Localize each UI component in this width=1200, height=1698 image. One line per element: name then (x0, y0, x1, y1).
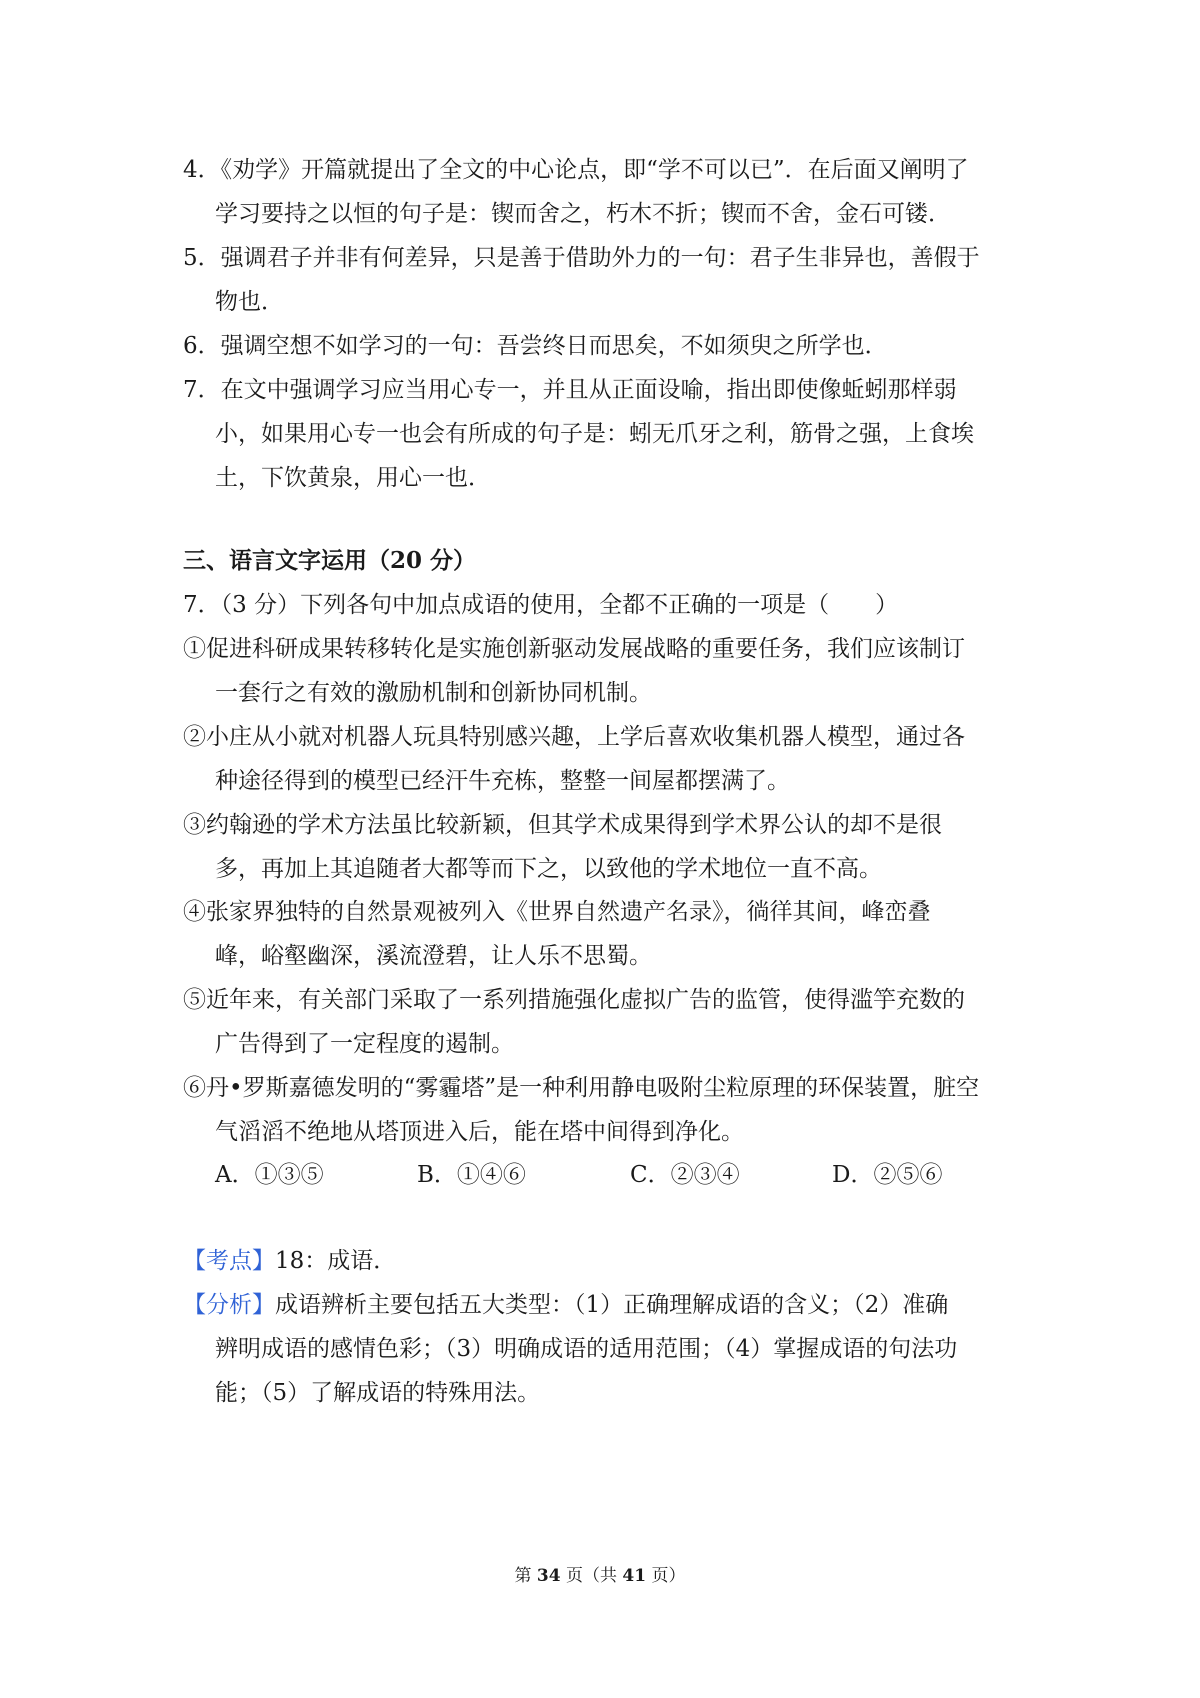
footer-prefix: 第 (514, 1566, 537, 1586)
answer-5-line1: 5．强调君子并非有何差异，只是善于借助外力的一句：君子生非异也，善假于 (183, 245, 980, 271)
answer-4-line2: 学习要持之以恒的句子是：锲而舍之，朽木不折；锲而不舍，金石可镂． (215, 201, 951, 227)
item-6-line1: ⑥丹•罗斯嘉德发明的“雾霾塔”是一种利用静电吸附尘粒原理的环保装置，脏空 (183, 1075, 980, 1101)
fenxi-line3: 能；（5）了解成语的特殊用法。 (215, 1380, 541, 1406)
answer-5-line2: 物也． (215, 289, 284, 315)
question-stem: 7．（3 分）下列各句中加点成语的使用，全都不正确的一项是（ ） (183, 592, 899, 618)
option-c: C．②③④ (630, 1162, 740, 1188)
fenxi-text-1: 成语辨析主要包括五大类型：（1）正确理解成语的含义；（2）准确 (275, 1292, 949, 1318)
item-6-line2: 气滔滔不绝地从塔顶进入后，能在塔中间得到净化。 (215, 1119, 744, 1145)
answer-7-line2: 小，如果用心专一也会有所成的句子是：蚓无爪牙之利，筋骨之强，上食埃 (215, 421, 974, 447)
option-d: D．②⑤⑥ (832, 1162, 943, 1188)
item-5-line2: 广告得到了一定程度的遏制。 (215, 1031, 514, 1057)
answer-7-line3: 土，下饮黄泉，用心一也． (215, 465, 491, 491)
fenxi-line1 (183, 1290, 948, 1320)
item-3-line2: 多，再加上其追随者大都等而下之，以致他的学术地位一直不高。 (215, 856, 882, 882)
kaodian-text: 18：成语． (275, 1248, 397, 1274)
item-4-line2: 峰，峪壑幽深，溪流澄碧，让人乐不思蜀。 (215, 943, 652, 969)
item-2-line2: 种途径得到的模型已经汗牛充栋，整整一间屋都摆满了。 (215, 768, 790, 794)
kaodian-line (183, 1246, 396, 1276)
item-4-line1: ④张家界独特的自然景观被列入《世界自然遗产名录》，徜徉其间，峰峦叠 (183, 899, 931, 925)
option-b: B．①④⑥ (417, 1162, 526, 1188)
item-5-line1: ⑤近年来，有关部门采取了一系列措施强化虚拟广告的监管，使得滥竽充数的 (183, 987, 965, 1013)
item-1-line2: 一套行之有效的激励机制和创新协同机制。 (215, 680, 652, 706)
answer-4-line1: 4．《劝学》开篇就提出了全文的中心论点，即“学不可以已”．在后面又阐明了 (183, 157, 969, 183)
item-2-line1: ②小庄从小就对机器人玩具特别感兴趣，上学后喜欢收集机器人模型，通过各 (183, 724, 965, 750)
footer-suffix: 页） (646, 1566, 686, 1586)
footer-total-pages: 41 (622, 1566, 647, 1586)
item-1-line1: ①促进科研成果转移转化是实施创新驱动发展战略的重要任务，我们应该制订 (183, 636, 965, 662)
section-title: 三、语言文字运用（20 分） (183, 547, 477, 574)
footer-page-number: 34 (536, 1566, 561, 1586)
answer-7-line1: 7．在文中强调学习应当用心专一，并且从正面设喻，指出即使像蚯蚓那样弱 (183, 377, 957, 403)
kaodian-tag: 【考点】 (183, 1248, 275, 1274)
option-a: A．①③⑤ (215, 1162, 324, 1188)
item-3-line1: ③约翰逊的学术方法虽比较新颖，但其学术成果得到学术界公认的却不是很 (183, 812, 942, 838)
page-footer (0, 1564, 1200, 1588)
fenxi-line2: 辨明成语的感情色彩；（3）明确成语的适用范围；（4）掌握成语的句法功 (215, 1336, 958, 1362)
answer-6-line1: 6．强调空想不如学习的一句：吾尝终日而思矣，不如须臾之所学也． (183, 333, 888, 359)
footer-middle: 页（共 (560, 1566, 623, 1586)
fenxi-tag: 【分析】 (183, 1292, 275, 1318)
